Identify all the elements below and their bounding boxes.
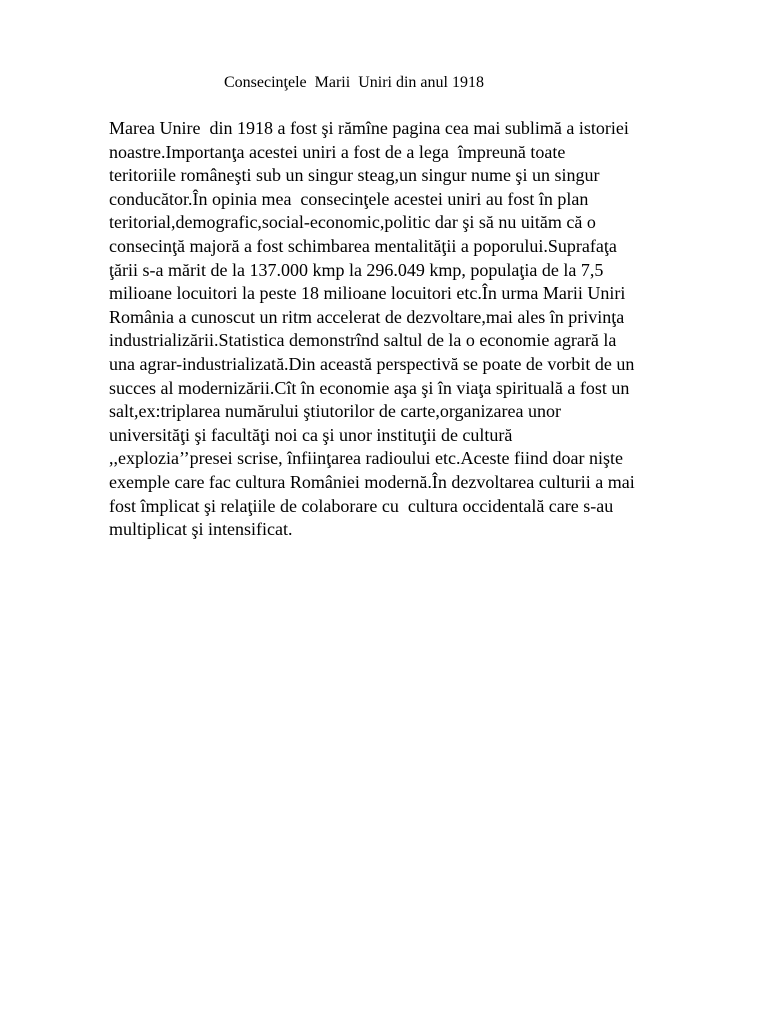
text-line: teritoriile româneşti sub un singur steag,un singur nume şi un singur xyxy=(109,165,600,186)
text-line: milioane locuitori la peste 18 milioane locuitori etc.În urma Marii Uniri xyxy=(109,283,626,304)
text-line: una agrar-industrializată.Din această perspectivă se poate de vorbit de un xyxy=(109,353,635,374)
text-line: fost împlicat şi relaţiile de colaborare cu cultura occidentală care s-au xyxy=(109,495,614,516)
text-line: succes al modernizării.Cît în economie aşa şi în viaţa spirituală a fost un xyxy=(109,377,630,398)
text-line: consecinţă majoră a fost schimbarea mentalităţii a poporului.Suprafaţa xyxy=(109,235,617,256)
text-line: ,,explozia’’presei scrise, înfiinţarea radioului etc.Aceste fiind doar nişte xyxy=(109,448,623,469)
text-line: conducător.În opinia mea consecinţele acestei uniri au fost în plan xyxy=(109,188,589,209)
text-line: exemple care fac cultura României modernă.În dezvoltarea culturii a mai xyxy=(109,471,635,492)
text-line: salt,ex:triplarea numărului ştiutorilor de carte,organizarea unor xyxy=(109,401,561,422)
text-line: universităţi şi facultăţi noi ca şi unor instituţii de cultură xyxy=(109,424,513,445)
text-line: Marea Unire din 1918 a fost şi rămîne pagina cea mai sublimă a istoriei xyxy=(109,118,629,138)
text-line: multiplicat şi intensificat. xyxy=(109,519,293,540)
text-line: ţării s-a mărit de la 137.000 kmp la 296.049 kmp, populaţia de la 7,5 xyxy=(109,259,604,280)
text-line: noastre.Importanţa acestei uniri a fost de a lega împreună toate xyxy=(109,141,566,162)
document-body xyxy=(109,117,729,542)
text-line: România a cunoscut un ritm accelerat de dezvoltare,mai ales în privinţa xyxy=(109,306,625,327)
text-line: industrializării.Statistica demonstrînd saltul de la o economie agrară la xyxy=(109,330,617,351)
text-line: teritorial,demografic,social-economic,politic dar şi să nu uităm că o xyxy=(109,212,596,233)
document-title: Consecinţele Marii Uniri din anul 1918 xyxy=(224,74,484,91)
